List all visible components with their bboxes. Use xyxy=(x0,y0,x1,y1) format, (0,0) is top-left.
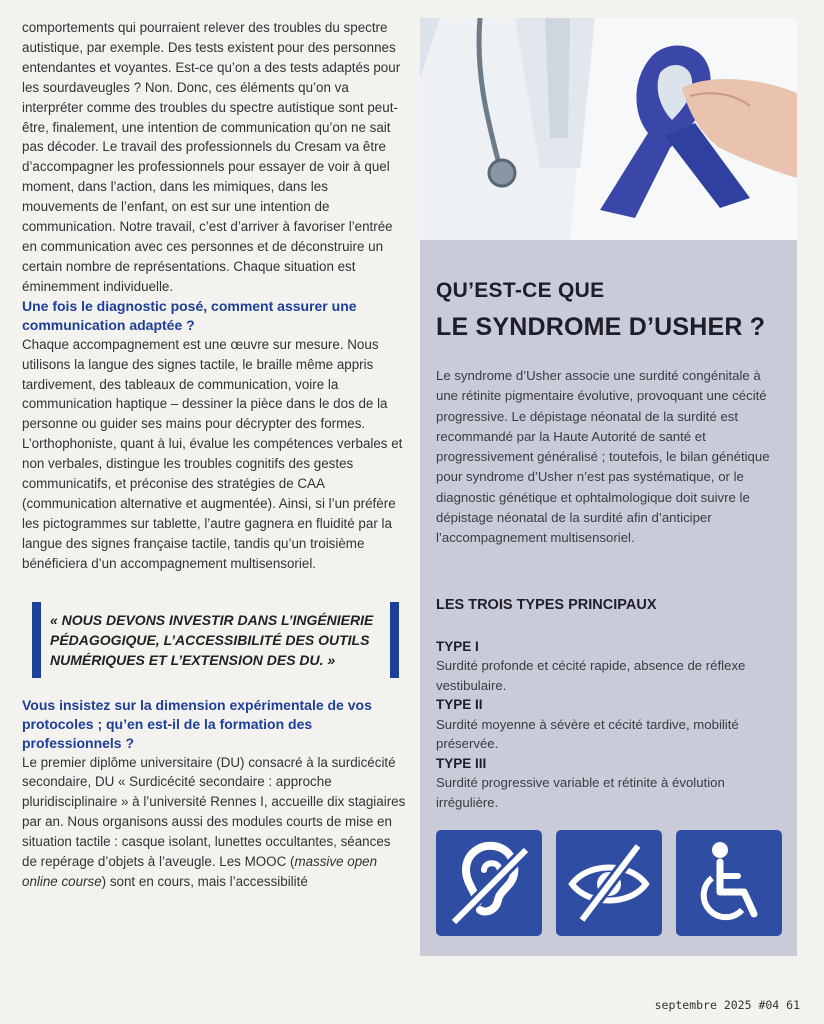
visually-impaired-icon xyxy=(556,830,662,936)
usher-sidebar xyxy=(420,18,797,956)
article-left-column xyxy=(22,18,407,892)
pull-quote-text: « NOUS DEVONS INVESTIR DANS L’INGÉNIERIE PÉDAGOGIQUE, L’ACCESSIBILITÉ DES OUTILS NUMÉRIQUES ET L’EXTENSION DES DU. » xyxy=(50,611,374,668)
sidebar-title-line1: QU’EST-CE QUE xyxy=(436,279,605,302)
paragraph-training xyxy=(22,753,407,892)
paragraph-training-part1: Le premier diplôme universitaire (DU) consacré à la surdicécité secondaire, DU « Surdicécité secondaire : approche pluridisciplinaire » à l’université Rennes I, accueille dix stagiaires par an. Nous organisons aussi des modules courts de mise en situation tactile : casque isolant, lunettes occultantes, séances de repérage d’objets à l’aveugle. Les MOOC ( xyxy=(22,754,406,870)
sidebar-intro: Le syndrome d’Usher associe une surdité congénitale à une rétinite pigmentaire évolutive, provoquant une cécité progressive. Le dépistage néonatal de la surdité est recommandé par la Haute Autorité de santé et progressivement généralisé ; toutefois, le bilan génétique pour syndrome d’Usher n’est pas systématique, or le diagnostic génétique et ophtalmologique doit suivre le dépistage néonatal de la surdité afin d’anticiper l’accompagnement multisensoriel. xyxy=(436,368,770,546)
hearing-impaired-icon xyxy=(436,830,542,936)
paragraph-training-part2: ) sont en cours, mais l’accessibilité xyxy=(101,874,308,889)
type-1-description: Surdité profonde et cécité rapide, absence de réflexe vestibulaire. xyxy=(436,658,746,693)
question-training: Vous insistez sur la dimension expérimentale de vos protocoles ; qu’en est-il de la formation des professionnels ? xyxy=(22,696,372,751)
sidebar-title xyxy=(436,278,797,344)
paragraph-intro: comportements qui pourraient relever des troubles du spectre autistique, par exemple. Des tests existent pour des personnes entendantes et voyantes. Est-ce qu’on a des tests adaptés pour les sourdaveugles ? Non. Donc, ces éléments qu’on va interpréter comme des troubles du spectre autistique sont peut-être, finalement, une intention de communication qu’on ne sait pas décoder. Le travail des professionnels du Cresam va être d’accompagner les professionnels pour essayer de voir à quel moment, dans l’action, dans les mimiques, dans les mouvements de l’enfant, on est sur une intention de communication. Notre travail, c’est d’arriver à favoriser l’entrée en communication avec ces personnes et de déconstruire un certain nombre de représentations. Chaque situation est éminemment individuelle. xyxy=(22,20,401,294)
types-list xyxy=(436,637,779,813)
wheelchair-icon xyxy=(676,830,782,936)
sidebar-subtitle: LES TROIS TYPES PRINCIPAUX xyxy=(436,596,657,613)
question-diagnostic: Une fois le diagnostic posé, comment assurer une communication adaptée ? xyxy=(22,297,357,333)
quote-bar-right xyxy=(390,602,399,678)
sidebar-title-line2: LE SYNDROME D’USHER ? xyxy=(436,313,766,341)
mooc-expansion: massive open online course xyxy=(22,854,378,889)
type-2-heading: TYPE II xyxy=(436,697,483,713)
pull-quote xyxy=(22,602,407,678)
paragraph-accompaniment: Chaque accompagnement est une œuvre sur mesure. Nous utilisons la langue des signes tactile, le braille même appris tardivement, des tableaux de communication, voire la communication haptique – dessiner la pièce dans le dos de la personne ou guider ses mains pour décrypter des formes. L’orthophoniste, quant à lui, évalue les compétences verbales et non verbales, distingue les troubles cognitifs des gestes communicatifs, et préconise des stratégies de CAA (communication alternative et augmentée). Ainsi, si l’un préfère les pictogrammes sur tablette, l’autre gagnera en fluidité par la langue des signes française tactile, tandis qu’un troisième bénéficiera d’un accompagnement multisensoriel. xyxy=(22,336,403,571)
quote-bar-left xyxy=(32,602,41,678)
doctor-ribbon-illustration xyxy=(420,18,797,240)
doctor-ribbon-photo xyxy=(420,18,797,240)
type-3-description: Surdité progressive variable et rétinite à évolution irrégulière. xyxy=(436,775,725,810)
type-3-heading: TYPE III xyxy=(436,755,487,771)
type-2-description: Surdité moyenne à sévère et cécité tardive, mobilité préservée. xyxy=(436,716,739,752)
type-1-heading: TYPE I xyxy=(436,638,479,654)
page-footer: septembre 2025 #04 61 xyxy=(654,998,800,1012)
accessibility-icons xyxy=(436,830,782,936)
